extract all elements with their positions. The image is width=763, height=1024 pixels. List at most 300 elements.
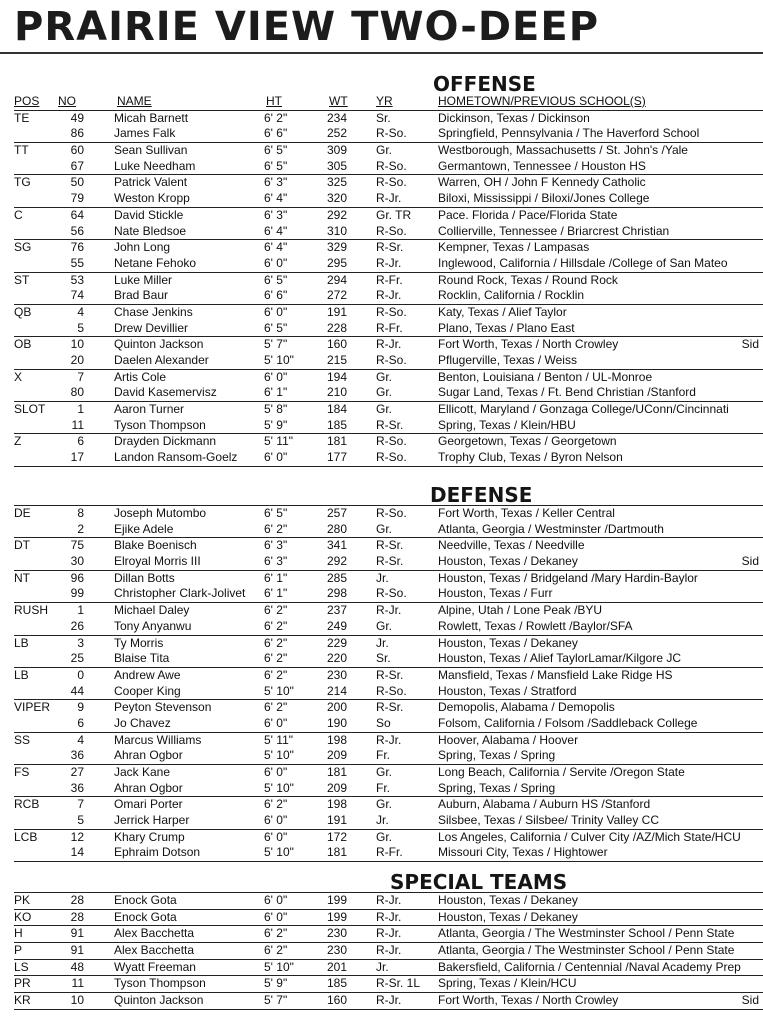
table-row <box>14 288 763 304</box>
cell-number: 74 <box>70 288 84 303</box>
table-row <box>14 522 763 538</box>
cell-hometown: Warren, OH / John F Kennedy Catholic <box>438 175 646 190</box>
cell-number: 4 <box>77 304 84 319</box>
cell-weight: 201 <box>327 959 348 974</box>
table-row <box>14 321 763 337</box>
cell-height: 6' 0" <box>264 765 288 779</box>
table-row <box>14 450 763 466</box>
cell-name: John Long <box>114 240 171 255</box>
cell-year: R-So. <box>376 223 407 238</box>
cell-number: 1 <box>77 603 84 618</box>
cell-year: Gr. <box>376 385 393 400</box>
cell-name: Jack Kane <box>114 765 171 779</box>
cell-hometown: Spring, Texas / Klein/HCU <box>438 976 577 991</box>
table-row <box>14 224 763 240</box>
cell-pos: ST <box>14 272 30 287</box>
cell-name: David Stickle <box>114 207 184 222</box>
cell-name: Ahran Ogbor <box>114 780 183 795</box>
cell-name: Jo Chavez <box>114 715 171 730</box>
cell-height: 6' 2" <box>264 651 288 666</box>
cell-height: 6' 0" <box>264 304 288 319</box>
cell-height: 6' 2" <box>264 603 288 618</box>
cell-height: 5' 10" <box>264 748 294 763</box>
cell-weight: 252 <box>327 126 348 141</box>
cell-height: 6' 1" <box>264 385 288 400</box>
table-row <box>14 191 763 207</box>
cell-weight: 200 <box>327 700 348 715</box>
cell-number: 27 <box>70 765 84 779</box>
cell-weight: 214 <box>327 683 348 698</box>
cell-hometown: Spring, Texas / Klein/HBU <box>438 417 576 432</box>
cell-year: R-So. <box>376 434 407 449</box>
cell-hometown: Auburn, Alabama / Auburn HS /Stanford <box>438 797 651 812</box>
cell-weight: 181 <box>327 845 348 860</box>
cell-pos: SLOT <box>14 402 46 417</box>
cell-year: R-Jr. <box>376 255 402 270</box>
cell-year: R-So. <box>376 450 407 465</box>
cell-pos: PR <box>14 976 31 991</box>
cell-height: 6' 0" <box>264 369 288 384</box>
cell-height: 6' 0" <box>264 829 288 844</box>
table-row <box>14 505 763 522</box>
page-title: PRAIRIE VIEW TWO-DEEP <box>14 4 600 50</box>
cell-name: Ephraim Dotson <box>114 845 201 860</box>
cell-hometown: Ellicott, Maryland / Gonzaga College/UConn/Cincinnati <box>438 402 729 417</box>
cell-name: Luke Needham <box>114 158 196 173</box>
cell-name: Luke Miller <box>114 272 173 287</box>
cell-weight: 199 <box>327 893 348 907</box>
cell-weight: 185 <box>327 417 348 432</box>
table-row <box>14 781 763 797</box>
cell-number: 96 <box>70 570 84 585</box>
cell-year: R-So. <box>376 126 407 141</box>
cell-year: Gr. <box>376 618 393 633</box>
cell-pos: H <box>14 926 23 941</box>
cell-number: 1 <box>77 402 84 417</box>
cell-year: R-Jr. <box>376 603 402 618</box>
cell-height: 5' 9" <box>264 976 288 991</box>
table-row <box>14 651 763 667</box>
cell-name: Enock Gota <box>114 893 177 907</box>
cell-weight: 184 <box>327 402 348 417</box>
cell-number: 4 <box>77 732 84 747</box>
table-row <box>14 159 763 175</box>
section-title-defense: DEFENSE <box>430 483 533 507</box>
cell-hometown: Hoover, Alabama / Hoover <box>438 732 579 747</box>
cell-height: 6' 4" <box>264 223 288 238</box>
cell-year: R-So. <box>376 683 407 698</box>
cell-pos: SS <box>14 732 31 747</box>
cell-name: Micah Barnett <box>114 110 189 125</box>
cell-name: Daelen Alexander <box>114 353 209 367</box>
table-bottom-rule <box>14 1009 763 1010</box>
cell-hometown: Folsom, California / Folsom /Saddleback College <box>438 715 698 730</box>
cell-hometown: Fort Worth, Texas / North Crowley <box>438 337 619 352</box>
table-row <box>14 716 763 732</box>
cell-year: R-Jr. <box>376 893 402 907</box>
cell-number: 36 <box>70 748 84 763</box>
table-row <box>14 207 763 224</box>
cell-hometown: Westborough, Massachusetts / St. John's /Yale <box>438 143 688 158</box>
cell-name: Aaron Turner <box>114 402 185 417</box>
cell-height: 6' 5" <box>264 272 288 287</box>
cell-pos: TT <box>14 143 29 158</box>
cell-year: Jr. <box>376 959 389 974</box>
cell-hometown: Houston, Texas / Dekaney <box>438 554 578 569</box>
cell-year: R-Sr. 1L <box>376 976 421 991</box>
cell-height: 6' 2" <box>264 618 288 633</box>
cell-pos: PK <box>14 893 31 907</box>
cell-weight: 194 <box>327 369 348 384</box>
cell-weight: 190 <box>327 715 348 730</box>
cell-pos: LB <box>14 667 29 682</box>
cell-year: R-Sr. <box>376 700 404 715</box>
cell-number: 44 <box>70 683 84 698</box>
cell-note: Sid <box>741 337 759 352</box>
cell-weight: 191 <box>327 304 348 319</box>
cell-weight: 325 <box>327 175 348 190</box>
cell-weight: 229 <box>327 635 348 650</box>
cell-height: 6' 0" <box>264 450 288 465</box>
table-row <box>14 845 763 861</box>
cell-number: 0 <box>77 667 84 682</box>
table-row <box>14 925 763 942</box>
cell-note: Sid <box>741 554 759 569</box>
cell-pos: KR <box>14 993 31 1008</box>
cell-number: 48 <box>70 959 84 974</box>
cell-year: Gr. <box>376 143 393 158</box>
cell-year: Gr. <box>376 369 393 384</box>
cell-height: 6' 0" <box>264 909 288 924</box>
cell-name: Artis Cole <box>114 369 167 384</box>
table-row <box>14 699 763 716</box>
cell-year: Gr. <box>376 402 393 417</box>
cell-pos: P <box>14 943 23 958</box>
cell-pos: LS <box>14 959 29 974</box>
cell-number: 20 <box>70 353 84 367</box>
cell-hometown: Mansfield, Texas / Mansfield Lake Ridge HS <box>438 667 673 682</box>
cell-hometown: Pflugerville, Texas / Weiss <box>438 353 577 367</box>
cell-year: Gr. TR <box>376 207 412 222</box>
cell-name: Marcus Williams <box>114 732 202 747</box>
cell-pos: C <box>14 207 23 222</box>
cell-hometown: Alpine, Utah / Lone Peak /BYU <box>438 603 603 618</box>
cell-height: 6' 2" <box>264 926 288 941</box>
cell-hometown: Missouri City, Texas / Hightower <box>438 845 608 860</box>
cell-hometown: Biloxi, Mississippi / Biloxi/Jones College <box>438 191 650 206</box>
cell-number: 10 <box>70 993 84 1008</box>
cell-name: Cooper King <box>114 683 181 698</box>
special-teams-table <box>14 892 763 1010</box>
table-row <box>14 829 763 846</box>
cell-height: 5' 10" <box>264 845 294 860</box>
cell-year: Sr. <box>376 110 391 125</box>
defense-table <box>14 505 763 862</box>
cell-pos: DE <box>14 506 31 520</box>
cell-pos: LCB <box>14 829 38 844</box>
cell-height: 5' 9" <box>264 417 288 432</box>
cell-weight: 294 <box>327 272 348 287</box>
cell-name: Tony Anyanwu <box>114 618 192 633</box>
cell-pos: X <box>14 369 23 384</box>
cell-number: 30 <box>70 554 84 569</box>
cell-number: 76 <box>70 240 84 255</box>
cell-number: 36 <box>70 780 84 795</box>
cell-weight: 234 <box>327 110 348 125</box>
cell-number: 60 <box>70 143 84 158</box>
header-no: NO <box>58 94 76 108</box>
table-row <box>14 892 763 909</box>
cell-name: Nate Bledsoe <box>114 223 187 238</box>
cell-hometown: Spring, Texas / Spring <box>438 748 556 763</box>
table-row <box>14 256 763 272</box>
cell-height: 6' 5" <box>264 158 288 173</box>
table-row <box>14 959 763 976</box>
table-row <box>14 748 763 764</box>
cell-hometown: Trophy Club, Texas / Byron Nelson <box>438 450 623 465</box>
cell-hometown: Collierville, Tennessee / Briarcrest Christian <box>438 223 670 238</box>
cell-name: Dillan Botts <box>114 570 175 585</box>
cell-weight: 215 <box>327 353 348 367</box>
table-row <box>14 684 763 700</box>
cell-weight: 320 <box>327 191 348 206</box>
cell-height: 6' 2" <box>264 700 288 715</box>
cell-name: Omari Porter <box>114 797 183 812</box>
cell-name: Drew Devillier <box>114 320 189 335</box>
cell-hometown: Fort Worth, Texas / Keller Central <box>438 506 615 520</box>
cell-height: 6' 0" <box>264 893 288 907</box>
cell-number: 6 <box>77 715 84 730</box>
cell-hometown: Dickinson, Texas / Dickinson <box>438 110 590 125</box>
cell-weight: 298 <box>327 586 348 601</box>
cell-number: 14 <box>70 845 84 860</box>
cell-hometown: Kempner, Texas / Lampasas <box>438 240 590 255</box>
cell-number: 3 <box>77 635 84 650</box>
cell-hometown: Needville, Texas / Needville <box>438 538 585 553</box>
table-row <box>14 304 763 321</box>
cell-year: R-So. <box>376 353 407 367</box>
cell-year: R-Jr. <box>376 191 402 206</box>
table-row <box>14 336 763 353</box>
cell-name: Weston Kropp <box>114 191 190 206</box>
cell-weight: 209 <box>327 748 348 763</box>
cell-pos: LB <box>14 635 29 650</box>
cell-number: 5 <box>77 320 84 335</box>
cell-year: R-Sr. <box>376 667 404 682</box>
cell-height: 6' 3" <box>264 554 288 569</box>
cell-year: R-Sr. <box>376 240 404 255</box>
cell-name: Joseph Mutombo <box>114 506 207 520</box>
cell-name: Tyson Thompson <box>114 976 206 991</box>
cell-hometown: Pace. Florida / Pace/Florida State <box>438 207 618 222</box>
cell-year: R-Jr. <box>376 337 402 352</box>
cell-year: R-So. <box>376 158 407 173</box>
table-row <box>14 554 763 570</box>
cell-name: Michael Daley <box>114 603 190 618</box>
cell-year: Gr. <box>376 521 393 536</box>
cell-weight: 220 <box>327 651 348 666</box>
cell-hometown: Houston, Texas / Stratford <box>438 683 577 698</box>
cell-year: So <box>376 715 391 730</box>
cell-weight: 230 <box>327 667 348 682</box>
cell-year: R-So. <box>376 506 407 520</box>
cell-number: 6 <box>77 434 84 449</box>
table-row <box>14 635 763 652</box>
cell-note: Sid <box>741 993 759 1008</box>
cell-name: Sean Sullivan <box>114 143 188 158</box>
cell-number: 7 <box>77 797 84 812</box>
cell-hometown: Bakersfield, California / Centennial /Naval Academy Prep <box>438 959 741 974</box>
cell-height: 6' 2" <box>264 667 288 682</box>
cell-height: 5' 7" <box>264 337 288 352</box>
cell-weight: 292 <box>327 554 348 569</box>
table-row <box>14 433 763 450</box>
table-row <box>14 272 763 289</box>
cell-number: 8 <box>77 506 84 520</box>
cell-number: 25 <box>70 651 84 666</box>
cell-number: 64 <box>70 207 84 222</box>
cell-weight: 310 <box>327 223 348 238</box>
table-header <box>14 94 763 110</box>
cell-year: R-Fr. <box>376 272 403 287</box>
cell-name: Ejike Adele <box>114 521 174 536</box>
cell-weight: 285 <box>327 570 348 585</box>
cell-weight: 210 <box>327 385 348 400</box>
cell-number: 9 <box>77 700 84 715</box>
table-row <box>14 732 763 749</box>
table-bottom-rule <box>14 861 763 862</box>
cell-name: Andrew Awe <box>114 667 181 682</box>
cell-year: R-Jr. <box>376 909 402 924</box>
cell-height: 6' 4" <box>264 191 288 206</box>
cell-name: Enock Gota <box>114 909 177 924</box>
cell-height: 6' 5" <box>264 143 288 158</box>
table-row <box>14 239 763 256</box>
cell-weight: 305 <box>327 158 348 173</box>
cell-weight: 185 <box>327 976 348 991</box>
cell-weight: 295 <box>327 255 348 270</box>
cell-name: James Falk <box>114 126 176 141</box>
cell-year: Jr. <box>376 635 389 650</box>
header-wt: WT <box>329 94 348 108</box>
cell-weight: 329 <box>327 240 348 255</box>
table-row <box>14 110 763 127</box>
header-name: NAME <box>117 94 152 108</box>
cell-weight: 272 <box>327 288 348 303</box>
cell-hometown: Round Rock, Texas / Round Rock <box>438 272 618 287</box>
cell-height: 5' 11" <box>264 732 294 747</box>
cell-year: R-Fr. <box>376 320 403 335</box>
cell-height: 6' 0" <box>264 255 288 270</box>
cell-weight: 172 <box>327 829 348 844</box>
cell-pos: NT <box>14 570 30 585</box>
cell-hometown: Katy, Texas / Alief Taylor <box>438 304 567 319</box>
cell-pos: FS <box>14 765 30 779</box>
cell-height: 6' 3" <box>264 175 288 190</box>
cell-weight: 280 <box>327 521 348 536</box>
cell-number: 10 <box>70 337 84 352</box>
cell-weight: 230 <box>327 926 348 941</box>
table-row <box>14 537 763 554</box>
title-divider <box>0 52 763 54</box>
cell-number: 53 <box>70 272 84 287</box>
cell-weight: 228 <box>327 320 348 335</box>
cell-weight: 199 <box>327 909 348 924</box>
cell-year: Gr. <box>376 829 393 844</box>
table-row <box>14 353 763 369</box>
cell-year: R-Fr. <box>376 845 403 860</box>
table-row <box>14 942 763 959</box>
cell-hometown: Rocklin, California / Rocklin <box>438 288 585 303</box>
cell-weight: 257 <box>327 506 348 520</box>
cell-hometown: Georgetown, Texas / Georgetown <box>438 434 617 449</box>
cell-pos: RCB <box>14 797 40 812</box>
cell-height: 5' 11" <box>264 434 294 449</box>
cell-hometown: Houston, Texas / Dekaney <box>438 635 578 650</box>
cell-name: Tyson Thompson <box>114 417 206 432</box>
cell-pos: QB <box>14 304 32 319</box>
cell-number: 11 <box>71 976 84 991</box>
cell-hometown: Spring, Texas / Spring <box>438 780 556 795</box>
cell-height: 6' 1" <box>264 586 288 601</box>
cell-height: 6' 2" <box>264 110 288 125</box>
cell-number: 79 <box>70 191 84 206</box>
cell-weight: 249 <box>327 618 348 633</box>
cell-height: 6' 2" <box>264 635 288 650</box>
cell-name: Blaise Tita <box>114 651 170 666</box>
table-row <box>14 142 763 159</box>
cell-hometown: Houston, Texas / Alief TaylorLamar/Kilgore JC <box>438 651 682 666</box>
cell-height: 6' 6" <box>264 288 288 303</box>
cell-year: R-Jr. <box>376 943 402 958</box>
cell-weight: 209 <box>327 780 348 795</box>
cell-name: Quinton Jackson <box>114 337 204 352</box>
cell-name: Alex Bacchetta <box>114 926 195 941</box>
cell-hometown: Los Angeles, California / Culver City /AZ/Mich State/HCU <box>438 829 741 844</box>
cell-height: 6' 2" <box>264 521 288 536</box>
table-row <box>14 401 763 418</box>
cell-number: 5 <box>77 813 84 828</box>
cell-year: R-Sr. <box>376 417 404 432</box>
cell-number: 49 <box>70 110 84 125</box>
table-row <box>14 619 763 635</box>
table-row <box>14 174 763 191</box>
cell-year: R-So. <box>376 304 407 319</box>
cell-number: 67 <box>70 158 84 173</box>
cell-hometown: Germantown, Tennessee / Houston HS <box>438 158 646 173</box>
cell-weight: 309 <box>327 143 348 158</box>
cell-name: Ty Morris <box>114 635 164 650</box>
cell-height: 6' 0" <box>264 715 288 730</box>
table-row <box>14 418 763 434</box>
cell-pos: Z <box>14 434 22 449</box>
cell-hometown: Silsbee, Texas / Silsbee/ Trinity Valley CC <box>438 813 659 828</box>
cell-year: Gr. <box>376 797 393 812</box>
cell-hometown: Atlanta, Georgia / The Westminster School / Penn State <box>438 926 735 941</box>
cell-number: 80 <box>70 385 84 400</box>
table-row <box>14 602 763 619</box>
cell-height: 5' 10" <box>264 353 294 367</box>
table-row <box>14 385 763 401</box>
cell-number: 86 <box>70 126 84 141</box>
cell-pos: TE <box>14 110 30 125</box>
cell-number: 56 <box>70 223 84 238</box>
table-bottom-rule <box>14 466 763 467</box>
cell-number: 50 <box>70 175 84 190</box>
cell-pos: OB <box>14 337 32 352</box>
cell-height: 6' 6" <box>264 126 288 141</box>
cell-name: Chase Jenkins <box>114 304 193 319</box>
